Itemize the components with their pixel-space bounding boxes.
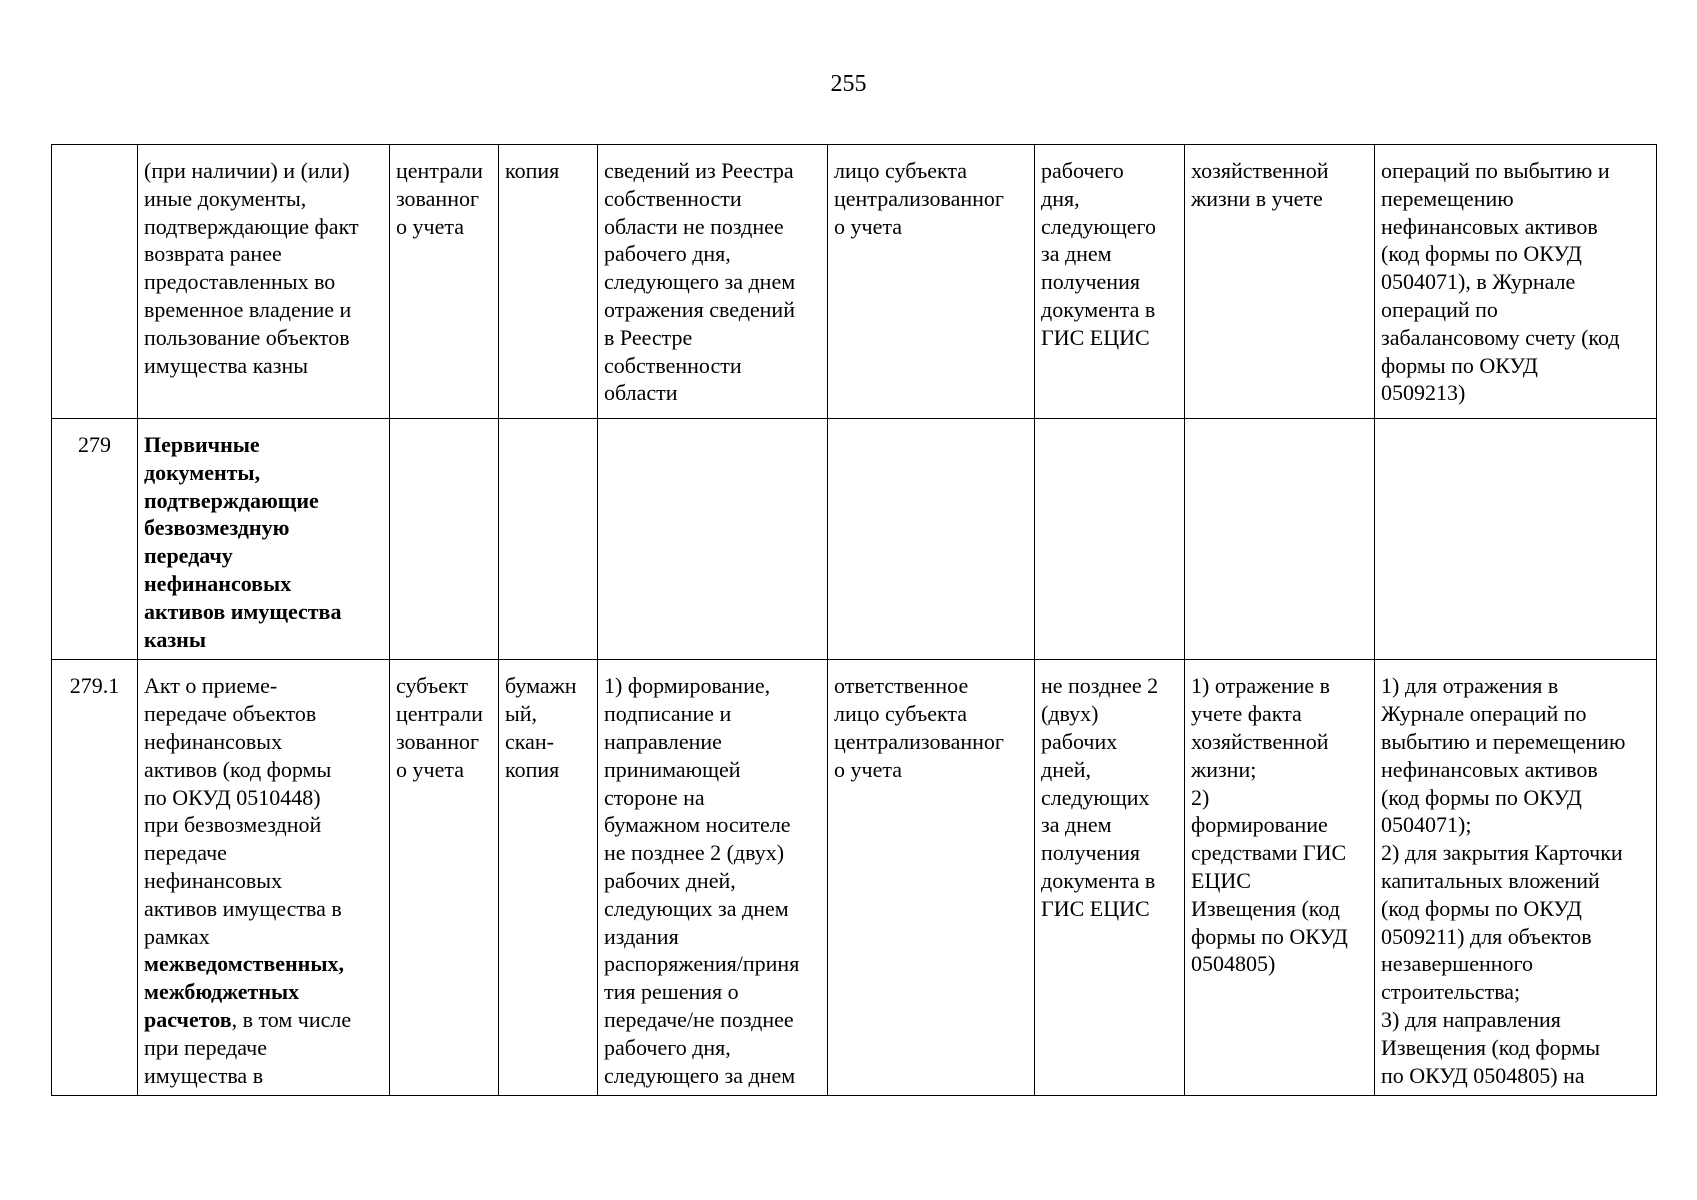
text-line: стороне на — [604, 784, 705, 810]
text-line — [144, 514, 383, 542]
text-line: области — [604, 380, 678, 406]
text-line: ГИС ЕЦИС — [1041, 324, 1150, 350]
text-line: ый, — [505, 701, 538, 727]
text-line: копия — [505, 756, 560, 782]
text-line: 0509213) — [1381, 380, 1466, 406]
text-line: ГИС ЕЦИС — [1041, 895, 1150, 921]
table-row — [52, 419, 1657, 660]
text-line: собственности — [604, 352, 742, 378]
text-line — [144, 895, 383, 923]
text-line: собственности — [604, 185, 742, 211]
cell-submission-terms — [598, 145, 828, 419]
text-line: формы по ОКУД — [1381, 352, 1538, 378]
text-line: перемещению — [1381, 185, 1514, 211]
text-line: 1) отражение в — [1191, 673, 1331, 699]
text-line — [144, 459, 383, 487]
text: нефинансовых — [144, 728, 283, 754]
text-line: Извещения (код — [1191, 895, 1340, 921]
text-line — [144, 1006, 383, 1034]
text-line: хозяйственной — [1191, 728, 1329, 754]
text-line: нефинансовых активов — [1381, 756, 1598, 782]
cell-submission-terms — [598, 660, 828, 1096]
text-line: (код формы по ОКУД — [1381, 241, 1582, 267]
cell-purpose — [1185, 660, 1375, 1096]
cell-processing-deadline — [1035, 660, 1185, 1096]
cell-document-form — [499, 419, 598, 660]
text-line: документа в — [1041, 867, 1156, 893]
text-line — [144, 268, 383, 296]
text-line: забалансовому счету (код — [1381, 324, 1620, 350]
text-line — [144, 487, 383, 515]
cell-accounting-registers — [1375, 145, 1657, 419]
bold-text: расчетов — [144, 1006, 232, 1032]
text-line — [144, 867, 383, 895]
text-line: жизни; — [1191, 756, 1257, 782]
text-line — [144, 157, 383, 185]
cell-number — [52, 145, 138, 419]
text-line: 1) формирование, — [604, 673, 771, 699]
text: активов имущества в — [144, 895, 342, 921]
cell-purpose — [1185, 419, 1375, 660]
cell-processing-deadline — [1035, 419, 1185, 660]
text-line — [144, 672, 383, 700]
bold-text: безвозмездную — [144, 515, 290, 541]
text-line — [144, 213, 383, 241]
bold-text: межбюджетных — [144, 979, 300, 1005]
text-line: 0504805) — [1191, 951, 1276, 977]
cell-number: 279 — [52, 419, 138, 660]
bold-text: передачу — [144, 543, 233, 569]
text: Акт о приеме- — [144, 673, 278, 699]
text-line: скан- — [505, 728, 554, 754]
text-line: (двух) — [1041, 701, 1099, 727]
text-line: за днем — [1041, 241, 1112, 267]
text: временное владение и — [144, 296, 352, 322]
text: подтверждающие факт — [144, 213, 359, 239]
text-line: 2) для закрытия Карточки — [1381, 840, 1623, 866]
text-line: лицо субъекта — [834, 701, 968, 727]
text-line: (код формы по ОКУД — [1381, 895, 1582, 921]
text-line: о учета — [396, 756, 464, 782]
cell-purpose — [1185, 145, 1375, 419]
text-line: бумажн — [505, 673, 577, 699]
text-line: отражения сведений — [604, 296, 795, 322]
text-line — [144, 839, 383, 867]
cell-responsible-person — [828, 660, 1035, 1096]
table-row — [52, 660, 1657, 1096]
text-line: следующего за днем — [604, 269, 796, 295]
text-line: следующих за днем — [604, 895, 789, 921]
text-line: строительства; — [1381, 979, 1521, 1005]
text: имущества казны — [144, 352, 309, 378]
text: (при наличии) и (или) — [144, 158, 350, 183]
text-line: лицо субъекта — [834, 158, 968, 183]
bold-text: казны — [144, 626, 207, 652]
text-line: области не позднее — [604, 213, 784, 239]
text-line: направление — [604, 728, 722, 754]
text-line: следующего за днем — [604, 1062, 796, 1088]
text-line — [144, 542, 383, 570]
text: , в том числе — [231, 1006, 352, 1032]
text-line: капитальных вложений — [1381, 867, 1600, 893]
bold-text: документы, — [144, 459, 261, 485]
table-body — [52, 145, 1657, 1096]
text-line: в Реестре — [604, 324, 693, 350]
text-line: о учета — [396, 213, 464, 239]
text: при безвозмездной — [144, 812, 322, 838]
text-line: централизованног — [834, 728, 1004, 754]
text-line: получения — [1041, 840, 1140, 866]
text-line: 0504071); — [1381, 812, 1472, 838]
text-line — [144, 756, 383, 784]
text-line: 2) — [1191, 784, 1210, 810]
text-line: выбытию и перемещению — [1381, 728, 1626, 754]
text-line — [144, 1034, 383, 1062]
text-line: передаче/не позднее — [604, 1006, 794, 1032]
text: возврата ранее — [144, 241, 282, 267]
text-line: жизни в учете — [1191, 185, 1323, 211]
text-line — [144, 784, 383, 812]
text-line: получения — [1041, 269, 1140, 295]
cell-document-form — [499, 145, 598, 419]
text-line: Извещения (код формы — [1381, 1034, 1601, 1060]
cell-preparer — [390, 419, 499, 660]
text-line: сведений из Реестра — [604, 158, 794, 183]
bold-text: межведомственных, — [144, 951, 344, 977]
text-line — [144, 626, 383, 654]
text: передаче — [144, 840, 227, 866]
text-line — [144, 598, 383, 626]
text-line: 3) для направления — [1381, 1006, 1561, 1032]
text-line: зованног — [396, 185, 479, 211]
bold-text: Первичные — [144, 432, 260, 457]
text-line: не позднее 2 — [1041, 673, 1159, 699]
text-line: ответственное — [834, 673, 969, 699]
cell-preparer — [390, 660, 499, 1096]
text-line: копия — [505, 158, 560, 183]
text-line — [144, 923, 383, 951]
text-line: дня, — [1041, 185, 1080, 211]
text-line — [144, 728, 383, 756]
text: при передаче — [144, 1034, 267, 1060]
text-line — [144, 296, 383, 324]
cell-document-name — [138, 419, 390, 660]
text-line: централи — [396, 701, 483, 727]
text-line: о учета — [834, 756, 902, 782]
text: по ОКУД 0510448) — [144, 784, 321, 810]
cell-accounting-registers — [1375, 660, 1657, 1096]
cell-document-name — [138, 660, 390, 1096]
text-line — [144, 950, 383, 978]
text: предоставленных во — [144, 269, 336, 295]
text-line: рабочего дня, — [604, 241, 731, 267]
text-line: субъект — [396, 673, 468, 699]
text-line: тия решения о — [604, 979, 739, 1005]
text: передаче объектов — [144, 701, 317, 727]
text-line: бумажном носителе — [604, 812, 791, 838]
cell-document-form — [499, 660, 598, 1096]
text-line: рабочего дня, — [604, 1034, 731, 1060]
text-line: следующих — [1041, 784, 1150, 810]
table-row — [52, 145, 1657, 419]
text-line: незавершенного — [1381, 951, 1534, 977]
text-line: рабочих дней, — [604, 867, 736, 893]
bold-text: подтверждающие — [144, 487, 319, 513]
text-line — [144, 324, 383, 352]
text-line: рабочих — [1041, 728, 1118, 754]
text-line — [144, 185, 383, 213]
document-table — [51, 144, 1657, 1096]
text-line — [144, 1062, 383, 1090]
text-line: следующего — [1041, 213, 1157, 239]
text-line: распоряжения/приня — [604, 951, 800, 977]
text-line — [144, 352, 383, 380]
text: имущества в — [144, 1062, 264, 1088]
text: пользование объектов — [144, 324, 350, 350]
text-line: подписание и — [604, 701, 732, 727]
bold-text: активов имущества — [144, 598, 342, 624]
text: активов (код формы — [144, 756, 332, 782]
text-line: формы по ОКУД — [1191, 923, 1348, 949]
cell-document-name — [138, 145, 390, 419]
text-line: 1) для отражения в — [1381, 673, 1559, 699]
text-line: хозяйственной — [1191, 158, 1329, 183]
text: иные документы, — [144, 185, 307, 211]
text-line — [144, 570, 383, 598]
cell-processing-deadline — [1035, 145, 1185, 419]
text-line: 0509211) для объектов — [1381, 923, 1592, 949]
text-line: не позднее 2 (двух) — [604, 840, 785, 866]
text-line: (код формы по ОКУД — [1381, 784, 1582, 810]
text-line: по ОКУД 0504805) на — [1381, 1062, 1585, 1088]
text-line: формирование — [1191, 812, 1328, 838]
cell-responsible-person — [828, 419, 1035, 660]
text-line: рабочего — [1041, 158, 1124, 183]
text: рамках — [144, 923, 210, 949]
text-line — [144, 700, 383, 728]
text-line: учете факта — [1191, 701, 1302, 727]
text-line — [144, 811, 383, 839]
text-line — [144, 978, 383, 1006]
cell-responsible-person — [828, 145, 1035, 419]
text-line: дней, — [1041, 756, 1092, 782]
page-number: 255 — [830, 71, 867, 97]
text-line: ЕЦИС — [1191, 867, 1251, 893]
text-line: принимающей — [604, 756, 741, 782]
text-line: операций по выбытию и — [1381, 158, 1610, 183]
text-line: нефинансовых активов — [1381, 213, 1598, 239]
cell-number: 279.1 — [52, 660, 138, 1096]
cell-preparer — [390, 145, 499, 419]
cell-accounting-registers — [1375, 419, 1657, 660]
text-line — [144, 431, 383, 459]
text-line: Журнале операций по — [1381, 701, 1587, 727]
bold-text: нефинансовых — [144, 570, 292, 596]
text-line: 0504071), в Журнале — [1381, 269, 1576, 295]
text-line: за днем — [1041, 812, 1112, 838]
text-line: зованног — [396, 728, 479, 754]
text-line: централи — [396, 158, 483, 183]
text-line: документа в — [1041, 296, 1156, 322]
text-line: централизованног — [834, 185, 1004, 211]
text-line: о учета — [834, 213, 902, 239]
text-line: издания — [604, 923, 679, 949]
text-line — [144, 240, 383, 268]
text-line: средствами ГИС — [1191, 840, 1347, 866]
cell-submission-terms — [598, 419, 828, 660]
text: нефинансовых — [144, 867, 283, 893]
text-line: операций по — [1381, 296, 1498, 322]
